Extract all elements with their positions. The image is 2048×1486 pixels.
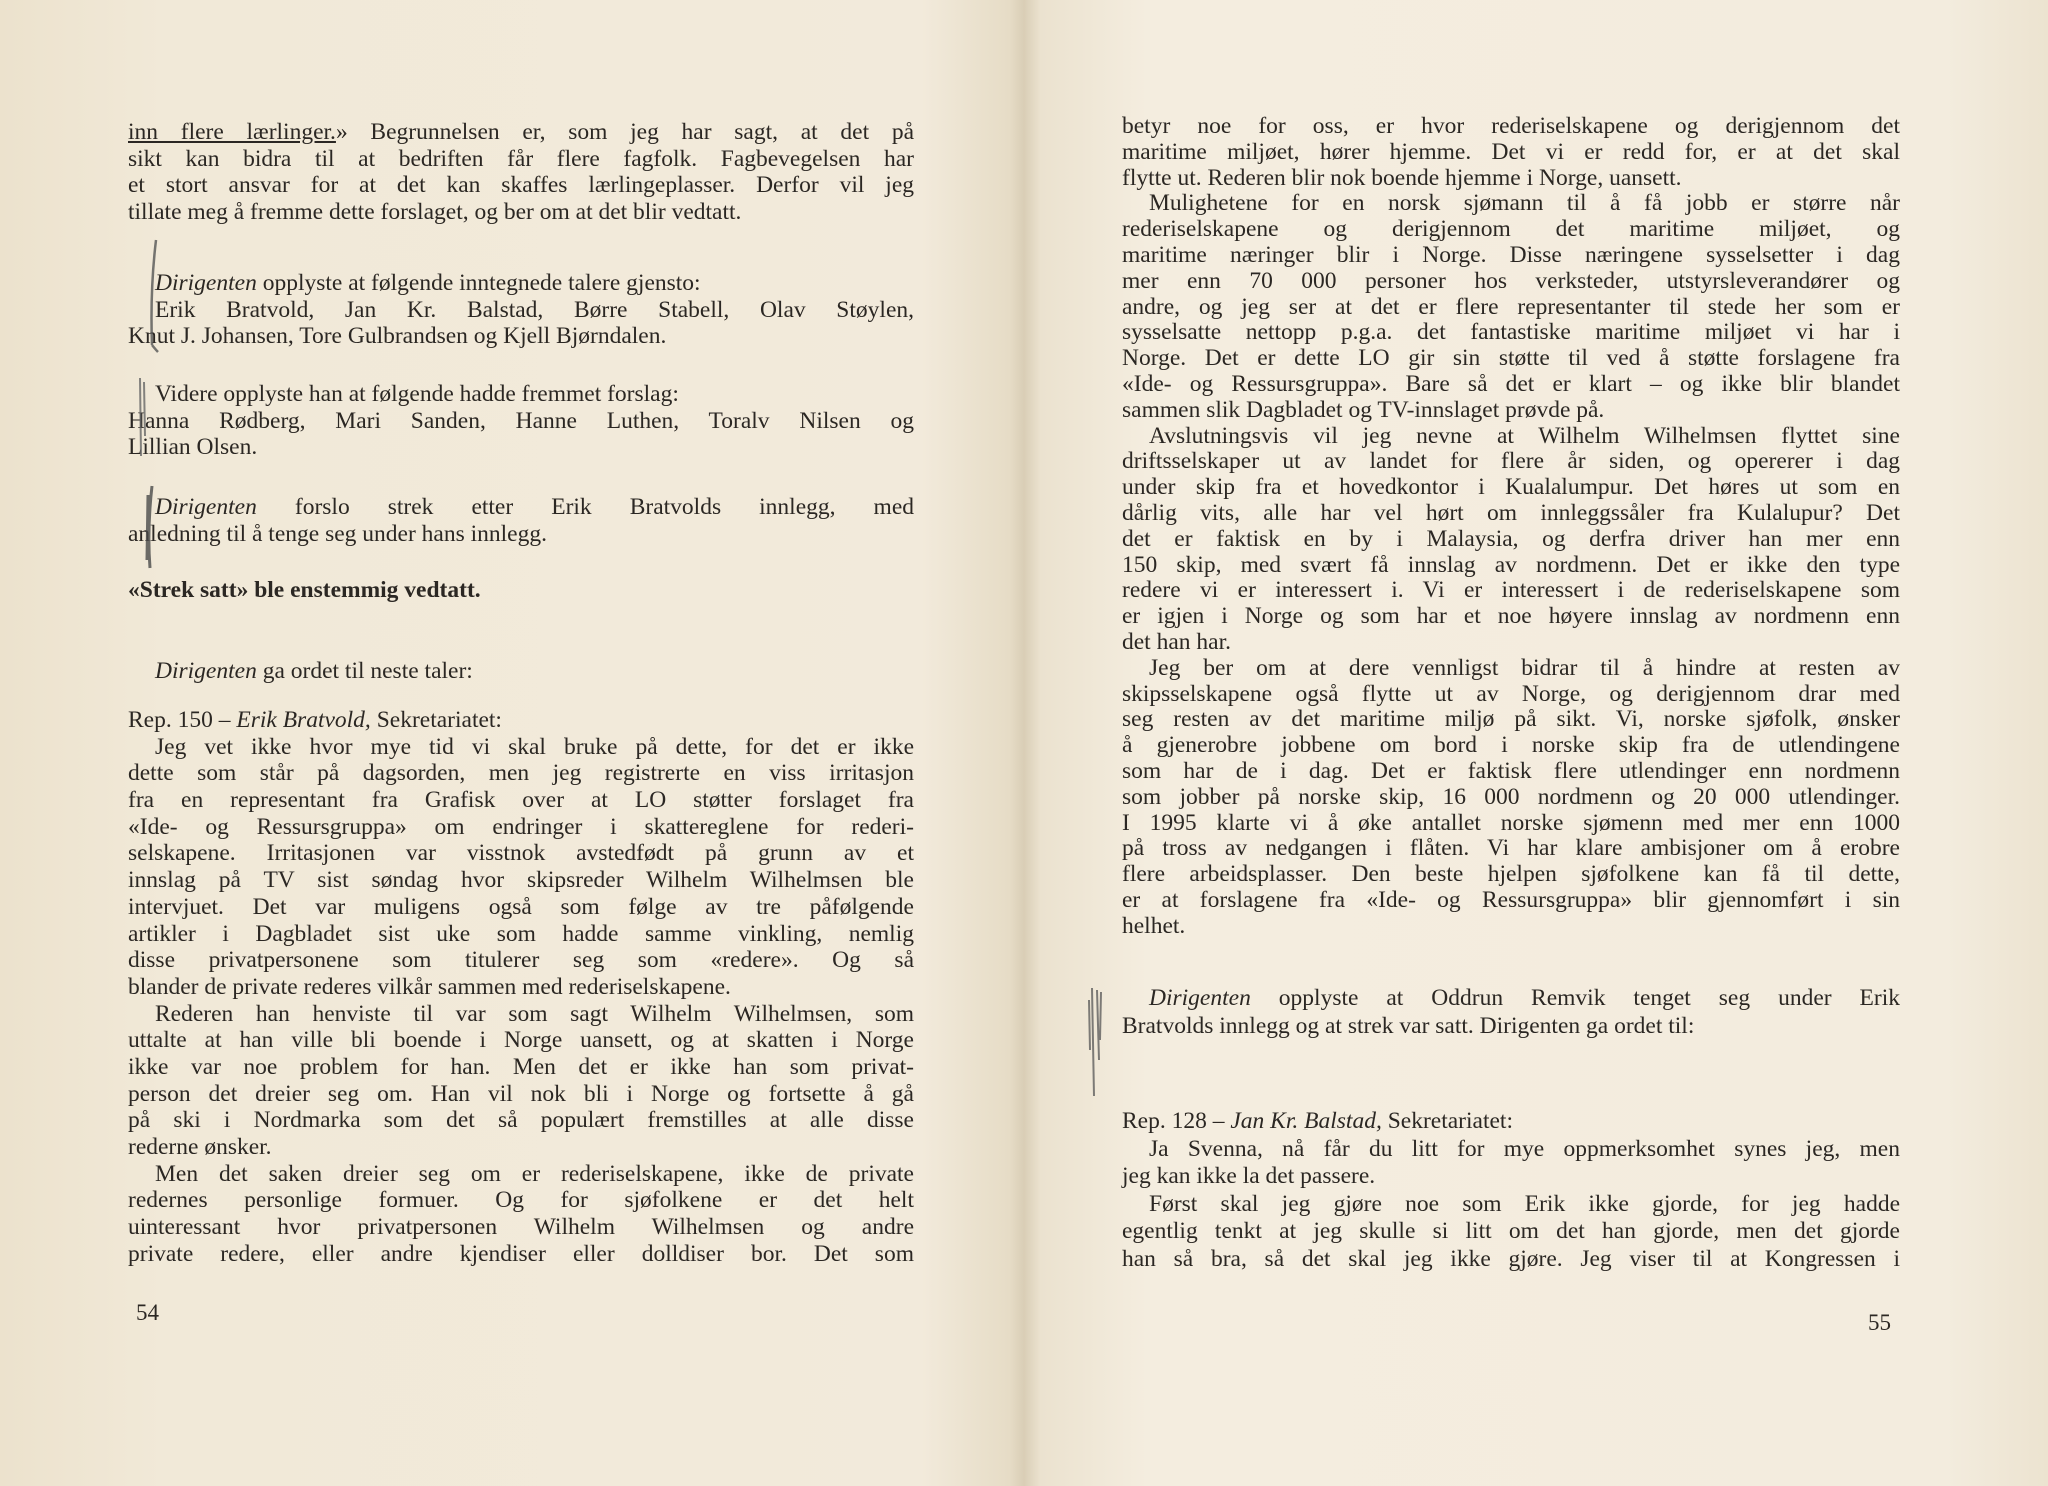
text-line xyxy=(1122,191,1900,217)
text-segment: uinteressant hvor privatpersonen Wilhelm Wilhelmsen og andre xyxy=(128,1214,914,1241)
text-line xyxy=(128,1187,914,1214)
text-line xyxy=(1122,1191,1900,1219)
text-block xyxy=(128,119,914,226)
text-segment: 150 skip, med svært få innslag av nordmenn. Det er ikke den type xyxy=(1122,551,1900,578)
text-segment: opplyste at følgende inntegnede talere gjensto: xyxy=(256,270,701,296)
text-segment: på tross av nedgangen i flåten. Vi har klare ambisjoner om å erobre xyxy=(1122,835,1900,862)
text-segment: under skip fra et hovedkontor i Kualalumpur. Det høres ut som en xyxy=(1122,474,1900,501)
text-segment: som jobber på norske skip, 16 000 nordmenn og 20 000 utlendinger. xyxy=(1122,783,1900,810)
text-segment: private redere, eller andre kjendiser eller dolldiser bor. Det som xyxy=(128,1240,914,1267)
text-line xyxy=(128,408,914,435)
text-segment: seg resten av det maritime miljø på sikt. Vi, norske sjøfolk, ønsker xyxy=(1122,706,1900,733)
text-segment: Rederen han henviste til var som sagt Wilhelm Wilhelmsen, som xyxy=(155,1000,914,1027)
text-line xyxy=(128,521,914,548)
text-line xyxy=(1122,372,1900,398)
text-segment: rederiselskapene og derigjennom det maritime miljøet, og xyxy=(1122,216,1900,243)
text-line xyxy=(1122,295,1900,321)
text-segment: flere arbeidsplasser. Den beste hjelpen sjøfolkene kan få til dette, xyxy=(1122,861,1900,888)
text-line xyxy=(128,1027,914,1054)
proposal-list-block xyxy=(128,381,914,461)
underlined-text: inn flere lærlinger. xyxy=(128,119,336,145)
text-segment: innslag på TV sist søndag hvor skipsreder Wilhelm Wilhelmsen ble xyxy=(128,867,914,894)
text-segment: Jeg ber om at dere vennligst bidrar til å hindre at resten av xyxy=(1149,654,1900,681)
text-line xyxy=(128,381,914,408)
text-segment: Først skal jeg gjøre noe som Erik ikke gjorde, for jeg hadde xyxy=(1149,1190,1900,1217)
text-line xyxy=(1122,578,1900,604)
page-number: 54 xyxy=(136,1300,159,1325)
text-segment: blander de private rederes vilkår sammen med rederiselskapene. xyxy=(128,973,731,1000)
speech-block xyxy=(1122,1108,1900,1274)
text-line xyxy=(1122,656,1900,682)
text-segment: driftsselskaper ut av landet for flere år siden, og opererer i dag xyxy=(1122,448,1900,475)
text-segment: andre, og jeg ser at det er flere representanter til stede her som er xyxy=(1122,293,1900,320)
italic-text: Dirigenten xyxy=(155,494,257,520)
text-line xyxy=(1122,604,1900,630)
text-segment: det han har. xyxy=(1122,628,1231,655)
text-segment: redernes personlige formuer. Og for sjøfolkene er det helt xyxy=(128,1187,914,1214)
text-segment: flytte ut. Rederen blir nok boende hjemme i Norge, uansett. xyxy=(1122,164,1682,191)
text-segment: Rep. 150 – xyxy=(128,707,237,733)
text-segment: Lillian Olsen. xyxy=(128,434,258,461)
text-line xyxy=(1122,914,1900,940)
text-line xyxy=(1122,785,1900,811)
speech-block xyxy=(128,707,914,1267)
text-segment: Erik Bratvold, Jan Kr. Balstad, Børre Stabell, Olav Støylen, xyxy=(155,296,914,323)
text-segment: anledning til å tenge seg under hans innlegg. xyxy=(128,520,547,547)
text-segment: tillate meg å fremme dette forslaget, og ber om at det blir vedtatt. xyxy=(128,199,742,226)
text-segment: Mulighetene for en norsk sjømann til å få jobb er større når xyxy=(1149,190,1900,217)
text-segment: han så bra, så det skal jeg ikke gjøre. Jeg viser til at Kongressen i xyxy=(1122,1245,1900,1272)
text-segment: rederne ønsker. xyxy=(128,1134,272,1160)
text-segment: Jeg vet ikke hvor mye tid vi skal bruke på dette, for det er ikke xyxy=(155,733,914,760)
text-line xyxy=(128,172,914,199)
text-line xyxy=(1122,475,1900,501)
text-line xyxy=(128,146,914,173)
text-line xyxy=(1122,1108,1900,1136)
text-line xyxy=(128,1054,914,1081)
text-line xyxy=(128,760,914,787)
text-segment: mer enn 70 000 personer hos verksteder, utstyrsleverandører og xyxy=(1122,267,1900,294)
text-line xyxy=(1122,733,1900,759)
text-segment: artikler i Dagbladet sist uke som hadde samme vinkling, nemlig xyxy=(128,920,914,947)
text-line xyxy=(128,840,914,867)
text-line xyxy=(128,434,914,461)
text-line xyxy=(128,119,914,146)
italic-text: Dirigenten xyxy=(155,658,257,684)
text-segment: sammen slik Dagbladet og TV-innslaget prøvde på. xyxy=(1122,396,1605,423)
text-line xyxy=(128,734,914,761)
text-segment: Norge. Det er dette LO gir sin støtte til ved å støtte forslagene fra xyxy=(1122,345,1900,372)
text-segment: «Ide- og Ressursgruppa». Bare så det er klart – og ikke blir blandet xyxy=(1122,370,1900,397)
text-segment: disse privatpersonene som titulerer seg som «redere». Og så xyxy=(128,947,914,974)
text-segment: uttalte at han ville bli boende i Norge uansett, og at skatten i Norge xyxy=(128,1027,914,1054)
text-line xyxy=(1122,985,1900,1013)
text-segment: helhet. xyxy=(1122,912,1186,939)
text-line xyxy=(1122,862,1900,888)
text-line xyxy=(128,577,914,604)
text-segment: som har de i dag. Det er faktisk flere utlendinger enn nordmenn xyxy=(1122,757,1900,784)
italic-text: Erik Bratvold, xyxy=(236,707,371,733)
text-line xyxy=(128,1214,914,1241)
page-number: 55 xyxy=(1868,1310,1891,1335)
text-line xyxy=(1122,630,1900,656)
text-line xyxy=(1122,888,1900,914)
text-line xyxy=(128,323,914,350)
text-line xyxy=(128,1107,914,1134)
text-line xyxy=(1122,501,1900,527)
text-line xyxy=(1122,243,1900,269)
text-segment: ga ordet til neste taler: xyxy=(256,658,473,684)
text-segment: Ja Svenna, nå får du litt for mye oppmerksomhet synes jeg, men xyxy=(1149,1135,1900,1162)
text-segment: et stort ansvar for at det kan skaffes lærlingeplasser. Derfor vil jeg xyxy=(128,172,914,199)
text-segment: maritime næringer blir i Norge. Disse næringene sysselsetter i dag xyxy=(1122,241,1900,268)
text-line xyxy=(128,947,914,974)
text-line xyxy=(1122,140,1900,166)
text-line xyxy=(1122,1013,1900,1041)
text-line xyxy=(1122,424,1900,450)
resolution-block xyxy=(128,577,914,604)
text-segment: betyr noe for oss, er hvor rederiselskapene og derigjennom det xyxy=(1122,113,1900,139)
text-segment: fra en representant fra Grafisk over at LO støtter forslaget fra xyxy=(128,787,914,814)
next-speaker-block xyxy=(128,658,914,685)
text-segment: » Begrunnelsen er, som jeg har sagt, at det på xyxy=(335,119,915,145)
text-line xyxy=(1122,346,1900,372)
text-line xyxy=(128,494,914,521)
text-segment: ikke var noe problem for han. Men det er ikke han som privat- xyxy=(128,1053,914,1080)
text-line xyxy=(1122,320,1900,346)
text-segment: Avslutningsvis vil jeg nevne at Wilhelm Wilhelmsen flyttet sine xyxy=(1149,422,1900,449)
text-line xyxy=(128,921,914,948)
text-line xyxy=(128,1134,914,1161)
text-line xyxy=(1122,1246,1900,1274)
text-line xyxy=(1122,811,1900,837)
speech-continuation-block xyxy=(1122,114,1900,940)
text-line xyxy=(1122,836,1900,862)
text-line xyxy=(128,1161,914,1188)
text-segment: intervjuet. Det var muligens også som følge av tre påfølgende xyxy=(128,893,914,920)
text-segment: det er faktisk en by i Malaysia, og derfra driver han mer enn xyxy=(1122,525,1900,552)
bold-text: «Strek satt» ble enstemmig vedtatt. xyxy=(128,577,481,603)
text-segment: dårlig vits, alle har vel hørt om innleggssåler fra Kulalupur? Det xyxy=(1122,499,1900,526)
text-segment: Videre opplyste han at følgende hadde fremmet forslag: xyxy=(155,381,679,407)
text-segment: Sekretariatet: xyxy=(370,707,502,733)
speaker-list-block xyxy=(128,270,914,350)
text-line xyxy=(128,1081,914,1108)
text-line xyxy=(1122,269,1900,295)
text-line xyxy=(1122,114,1900,140)
text-line xyxy=(128,974,914,1001)
text-segment: Men det saken dreier seg om er rederiselskapene, ikke de private xyxy=(155,1160,914,1187)
text-segment: forslo strek etter Erik Bratvolds innlegg, med xyxy=(256,494,914,520)
text-segment: jeg kan ikke la det passere. xyxy=(1122,1163,1376,1190)
text-segment: person det dreier seg om. Han vil nok bli i Norge og fortsette å gå xyxy=(128,1080,914,1107)
text-segment: egentlig tenkt at jeg skulle si litt om det han gjorde, men det gjorde xyxy=(1122,1218,1900,1245)
text-line xyxy=(128,867,914,894)
text-line xyxy=(128,894,914,921)
italic-text: Jan Kr. Balstad, xyxy=(1230,1108,1382,1134)
text-line xyxy=(128,1001,914,1028)
text-line xyxy=(1122,1136,1900,1164)
text-segment: er at forslagene fra «Ide- og Ressursgruppa» blir gjennomført i sin xyxy=(1122,886,1900,913)
text-segment: skipsselskapene også flytte ut av Norge, og derigjennom drar med xyxy=(1122,680,1900,707)
text-line xyxy=(1122,1163,1900,1191)
text-segment: I 1995 klarte vi å øke antallet norske sjømenn med mer enn 1000 xyxy=(1122,809,1900,836)
chair-note-block xyxy=(1122,985,1900,1040)
text-line xyxy=(128,707,914,734)
text-segment: maritime miljøet, hører hjemme. Det vi er redd for, er at det skal xyxy=(1122,138,1900,165)
text-segment: selskapene. Irritasjonen var visstnok avstedfødt på grunn av et xyxy=(128,840,914,867)
text-line xyxy=(128,814,914,841)
pencil-mark xyxy=(1089,988,1101,1096)
text-line xyxy=(128,270,914,297)
text-line xyxy=(1122,553,1900,579)
text-segment: Knut J. Johansen, Tore Gulbrandsen og Kjell Bjørndalen. xyxy=(128,323,667,350)
text-line xyxy=(1122,707,1900,733)
text-line xyxy=(1122,759,1900,785)
text-segment: Sekretariatet: xyxy=(1381,1108,1513,1134)
text-line xyxy=(1122,166,1900,192)
text-line xyxy=(1122,398,1900,424)
text-segment: Rep. 128 – xyxy=(1122,1108,1231,1134)
text-segment: er igjen i Norge og som har et noe høyere innslag av nordmenn enn xyxy=(1122,603,1900,630)
text-segment: opplyste at Oddrun Remvik tenget seg under Erik xyxy=(1250,985,1900,1011)
text-segment: dette som står på dagsorden, men jeg registrerte en viss irritasjon xyxy=(128,760,914,787)
text-line xyxy=(1122,527,1900,553)
text-line xyxy=(1122,682,1900,708)
italic-text: Dirigenten xyxy=(1149,985,1251,1011)
text-line xyxy=(128,787,914,814)
text-segment: Bratvolds innlegg og at strek var satt. Dirigenten ga ordet til: xyxy=(1122,1012,1695,1039)
text-line xyxy=(128,297,914,324)
text-line xyxy=(1122,1218,1900,1246)
text-line xyxy=(128,1241,914,1268)
text-segment: sysselsatte nettopp p.g.a. det fantastiske maritime miljøet vi har i xyxy=(1122,319,1900,346)
text-segment: å gjenerobre jobbene om bord i norske skip fra de utlendingene xyxy=(1122,732,1900,759)
text-segment: «Ide- og Ressursgruppa» om endringer i skattereglene for rederi- xyxy=(128,813,914,840)
text-segment: Hanna Rødberg, Mari Sanden, Hanne Luthen, Toralv Nilsen og xyxy=(128,407,914,434)
text-line xyxy=(128,658,914,685)
text-segment: redere vi er interessert i. Vi er interessert i de rederiselskapene som xyxy=(1122,577,1900,604)
text-line xyxy=(1122,449,1900,475)
text-segment: på ski i Nordmarka som det så populært fremstilles at alle disse xyxy=(128,1107,914,1134)
text-line xyxy=(128,199,914,226)
strek-proposal-block xyxy=(128,494,914,547)
text-segment: sikt kan bidra til at bedriften får flere fagfolk. Fagbevegelsen har xyxy=(128,145,914,172)
italic-text: Dirigenten xyxy=(155,270,257,296)
text-line xyxy=(1122,217,1900,243)
